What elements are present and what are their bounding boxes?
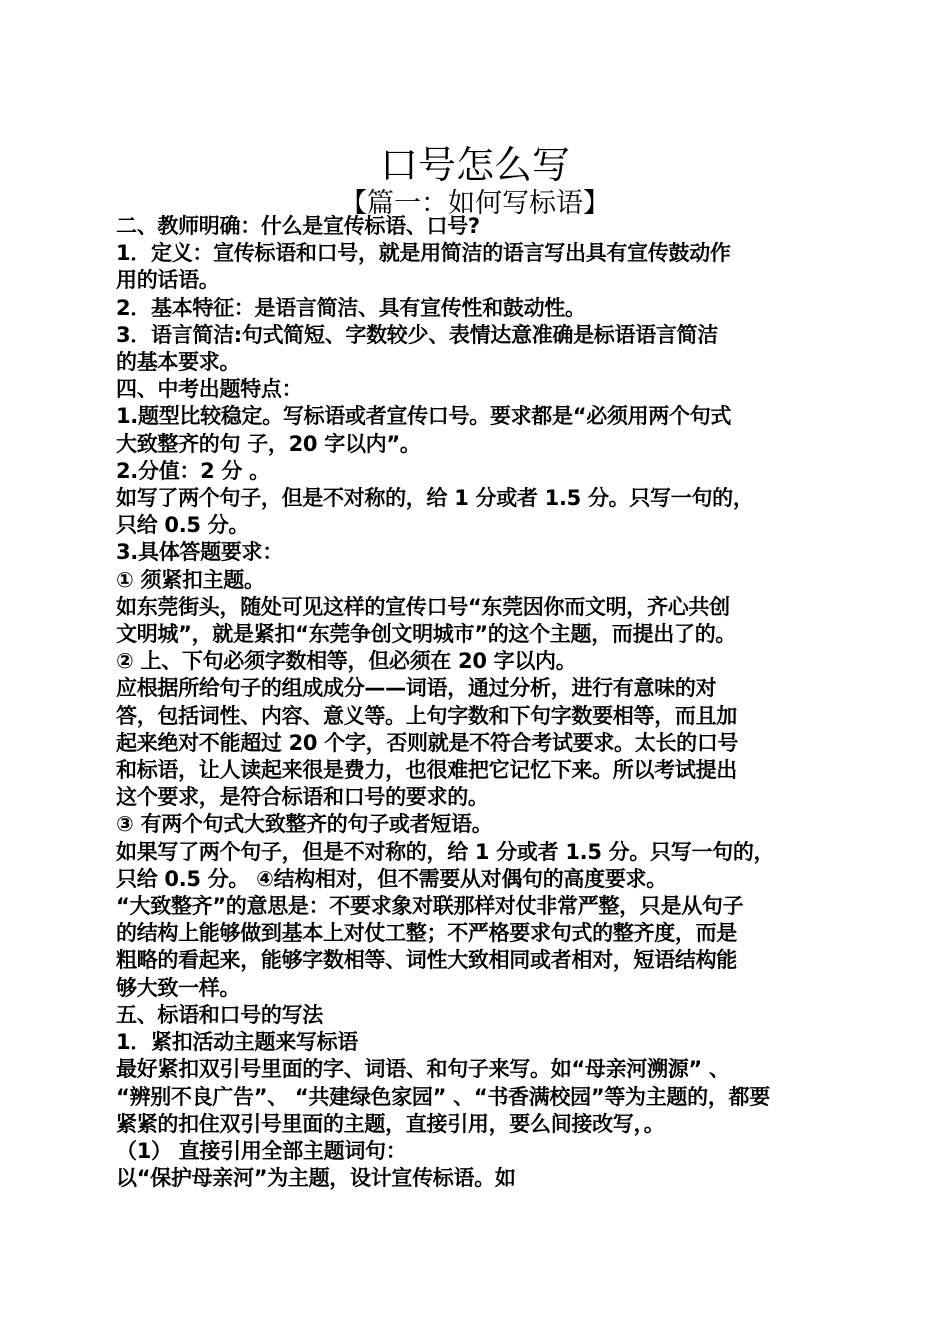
body-line: 1.题型比较稳定。写标语或者宣传口号。要求都是“必须用两个句式 xyxy=(116,404,732,429)
body-line: 这个要求，是符合标语和口号的要求的。 xyxy=(116,785,489,810)
document-subtitle: 【篇一：如何写标语】 xyxy=(340,188,610,220)
body-line: 2.分值：2 分 。 xyxy=(116,458,270,483)
body-line: 大致整齐的句 子，20 字以内”。 xyxy=(116,431,421,456)
body-line: “大致整齐”的意思是：不要求象对联那样对仗非常严整，只是从句子 xyxy=(116,894,744,919)
body-line: 只给 0.5 分。 ④结构相对，但不需要从对偶句的高度要求。 xyxy=(116,866,667,891)
body-line: 3.具体答题要求： xyxy=(116,540,283,565)
body-line: ③ 有两个句式大致整齐的句子或者短语。 xyxy=(116,812,493,837)
body-line: “辨别不良广告”、 “共建绿色家园” 、“书香满校园”等为主题的，都要 xyxy=(116,1084,770,1109)
body-line: 四、中考出题特点： xyxy=(116,377,303,402)
body-line: 够大致一样。 xyxy=(116,975,241,1000)
body-line: 答，包括词性、内容、意义等。上句字数和下句字数要相等，而且加 xyxy=(116,703,737,728)
body-line: 五、标语和口号的写法 xyxy=(116,1002,323,1027)
body-line: 粗略的看起来，能够字数相等、词性大致相同或者相对，短语结构能 xyxy=(116,948,737,973)
body-line: 和标语，让人读起来很是费力，也很难把它记忆下来。所以考试提出 xyxy=(116,758,737,783)
document-title: 口号怎么写 xyxy=(379,143,570,188)
body-line: 二、教师明确：什么是宣传标语、口号? xyxy=(116,214,480,238)
body-line: 用的话语。 xyxy=(116,268,220,293)
body-line: （1） 直接引用全部主题词句： xyxy=(116,1138,407,1163)
body-line: 只给 0.5 分。 xyxy=(116,513,250,538)
body-line: 以“保护母亲河”为主题，设计宣传标语。如 xyxy=(116,1166,516,1191)
body-line: 1．定义：宣传标语和口号，就是用简洁的语言写出具有宣传鼓动作 xyxy=(116,241,731,266)
body-line: 如写了两个句子，但是不对称的，给 1 分或者 1.5 分。只写一句的， xyxy=(116,486,754,511)
body-line: 起来绝对不能超过 20 个字，否则就是不符合考试要求。太长的口号 xyxy=(116,730,739,755)
body-line: 文明城”，就是紧扣“东莞争创文明城市”的这个主题，而提出了的。 xyxy=(116,622,737,647)
body-line: ② 上、下句必须字数相等，但必须在 20 字以内。 xyxy=(116,649,577,674)
body-line: 3．语言简洁:句式简短、字数较少、表情达意准确是标语语言简洁 xyxy=(116,322,719,347)
body-line: 最好紧扣双引号里面的字、词语、和句子来写。如“母亲河溯源” 、 xyxy=(116,1057,730,1082)
body-line: 如东莞街头，随处可见这样的宣传口号“东莞因你而文明，齐心共创 xyxy=(116,594,730,619)
body-line: 紧紧的扣住双引号里面的主题，直接引用，要么间接改写，。 xyxy=(116,1111,665,1136)
body-line: 的基本要求。 xyxy=(116,350,241,375)
body-line: ① 须紧扣主题。 xyxy=(116,567,265,592)
body-line: 如果写了两个句子，但是不对称的，给 1 分或者 1.5 分。只写一句的， xyxy=(116,839,775,864)
document-body xyxy=(116,213,846,1192)
body-line: 的结构上能够做到基本上对仗工整；不严格要求句式的整齐度，而是 xyxy=(116,921,737,946)
body-line: 应根据所给句子的组成成分——词语，通过分析，进行有意味的对 xyxy=(116,676,717,701)
body-line: 2．基本特征：是语言简洁、具有宣传性和鼓动性。 xyxy=(116,295,586,320)
body-line: 1．紧扣活动主题来写标语 xyxy=(116,1030,359,1055)
